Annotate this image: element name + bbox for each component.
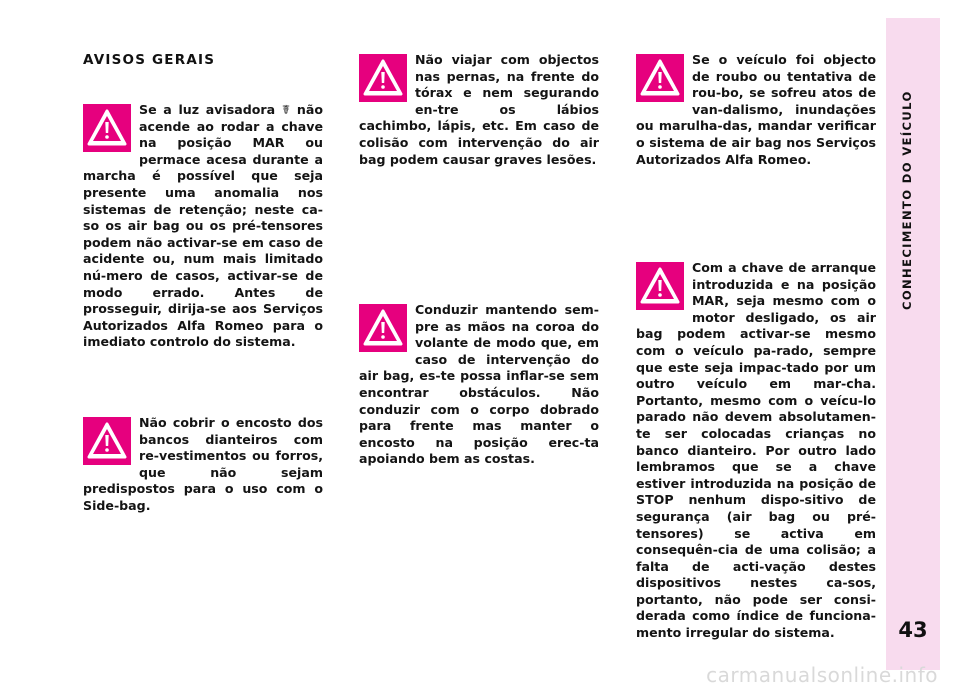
heading: AVISOS GERAIS — [83, 52, 216, 68]
warning-block-5 — [636, 52, 876, 168]
warning-text-2: Não cobrir o encosto dos bancos dianteiros com re-vestimentos ou forros, que não sejam predispostos para o uso com o Side-bag. — [83, 415, 323, 513]
section-title: CONHECIMENTO DO VEÍCULO — [900, 90, 914, 310]
warning-block-6 — [636, 260, 876, 642]
warning-text-1: Se a luz avisadora ☤ não acende ao rodar a chave na posição MAR ou permace acesa durante a marcha é possível que seja presente uma anomalia nos sistemas de retenção; neste ca-so os air bag ou os pré-tensores podem não activar-se em caso de acidente ou, num mais limitado nú-mero de casos, activar-se de modo errado. Antes de prosseguir, dirija-se aos Serviços Autorizados Alfa Romeo para o imediato controlo do sistema. — [83, 102, 323, 350]
warning-triangle-icon — [83, 104, 131, 152]
warning-block-3 — [359, 52, 599, 168]
warning-triangle-icon — [83, 417, 131, 465]
warning-triangle-icon — [636, 54, 684, 102]
warning-triangle-icon — [359, 54, 407, 102]
warning-text-5: Se o veículo foi objecto de roubo ou tentativa de rou-bo, se sofreu atos de van-dalismo, inundações ou marulha-das, mandar verificar o sistema de air bag nos Serviços Autorizados Alfa Romeo. — [636, 52, 876, 167]
warning-block-1 — [83, 102, 323, 351]
warning-triangle-icon — [359, 304, 407, 352]
warning-block-4 — [359, 302, 599, 468]
warning-triangle-icon — [636, 262, 684, 310]
warning-text-6: Com a chave de arranque introduzida e na posição MAR, seja mesmo com o motor desligado, os air bag podem activar-se mesmo com o veículo pa-rado, sempre que este seja impac-tado por um outro veículo em mar-cha. Portanto, mesmo com o veícu-lo parado não devem absolutamen-te ser colocadas crianças no banco dianteiro. Por outro lado lembramos que se a chave estiver introduzida na posição de STOP nenhum dispo-sitivo de segurança (air bag ou pré-tensores) se activa em consequên-cia de uma colisão; a falta de acti-vação destes dispositivos nestes ca-sos, portanto, não pode ser consi-derada como índice de funciona-mento irregular do sistema. — [636, 260, 876, 641]
warning-text-4: Conduzir mantendo sem-pre as mãos na coroa do volante de modo que, em caso de intervenção do air bag, es-te possa inflar-se sem encontrar obstáculos. Não conduzir com o corpo dobrado para frente mas manter o encosto na posição erec-ta apoiando bem as costas. — [359, 302, 599, 467]
watermark: carmanualsonline.info — [706, 663, 938, 687]
page-number: 43 — [898, 618, 928, 642]
warning-block-2 — [83, 415, 323, 515]
warning-text-3: Não viajar com objectos nas pernas, na frente do tórax e nem segurando en-tre os lábios cachimbo, lápis, etc. Em caso de colisão com intervenção do air bag podem causar graves lesões. — [359, 52, 599, 167]
